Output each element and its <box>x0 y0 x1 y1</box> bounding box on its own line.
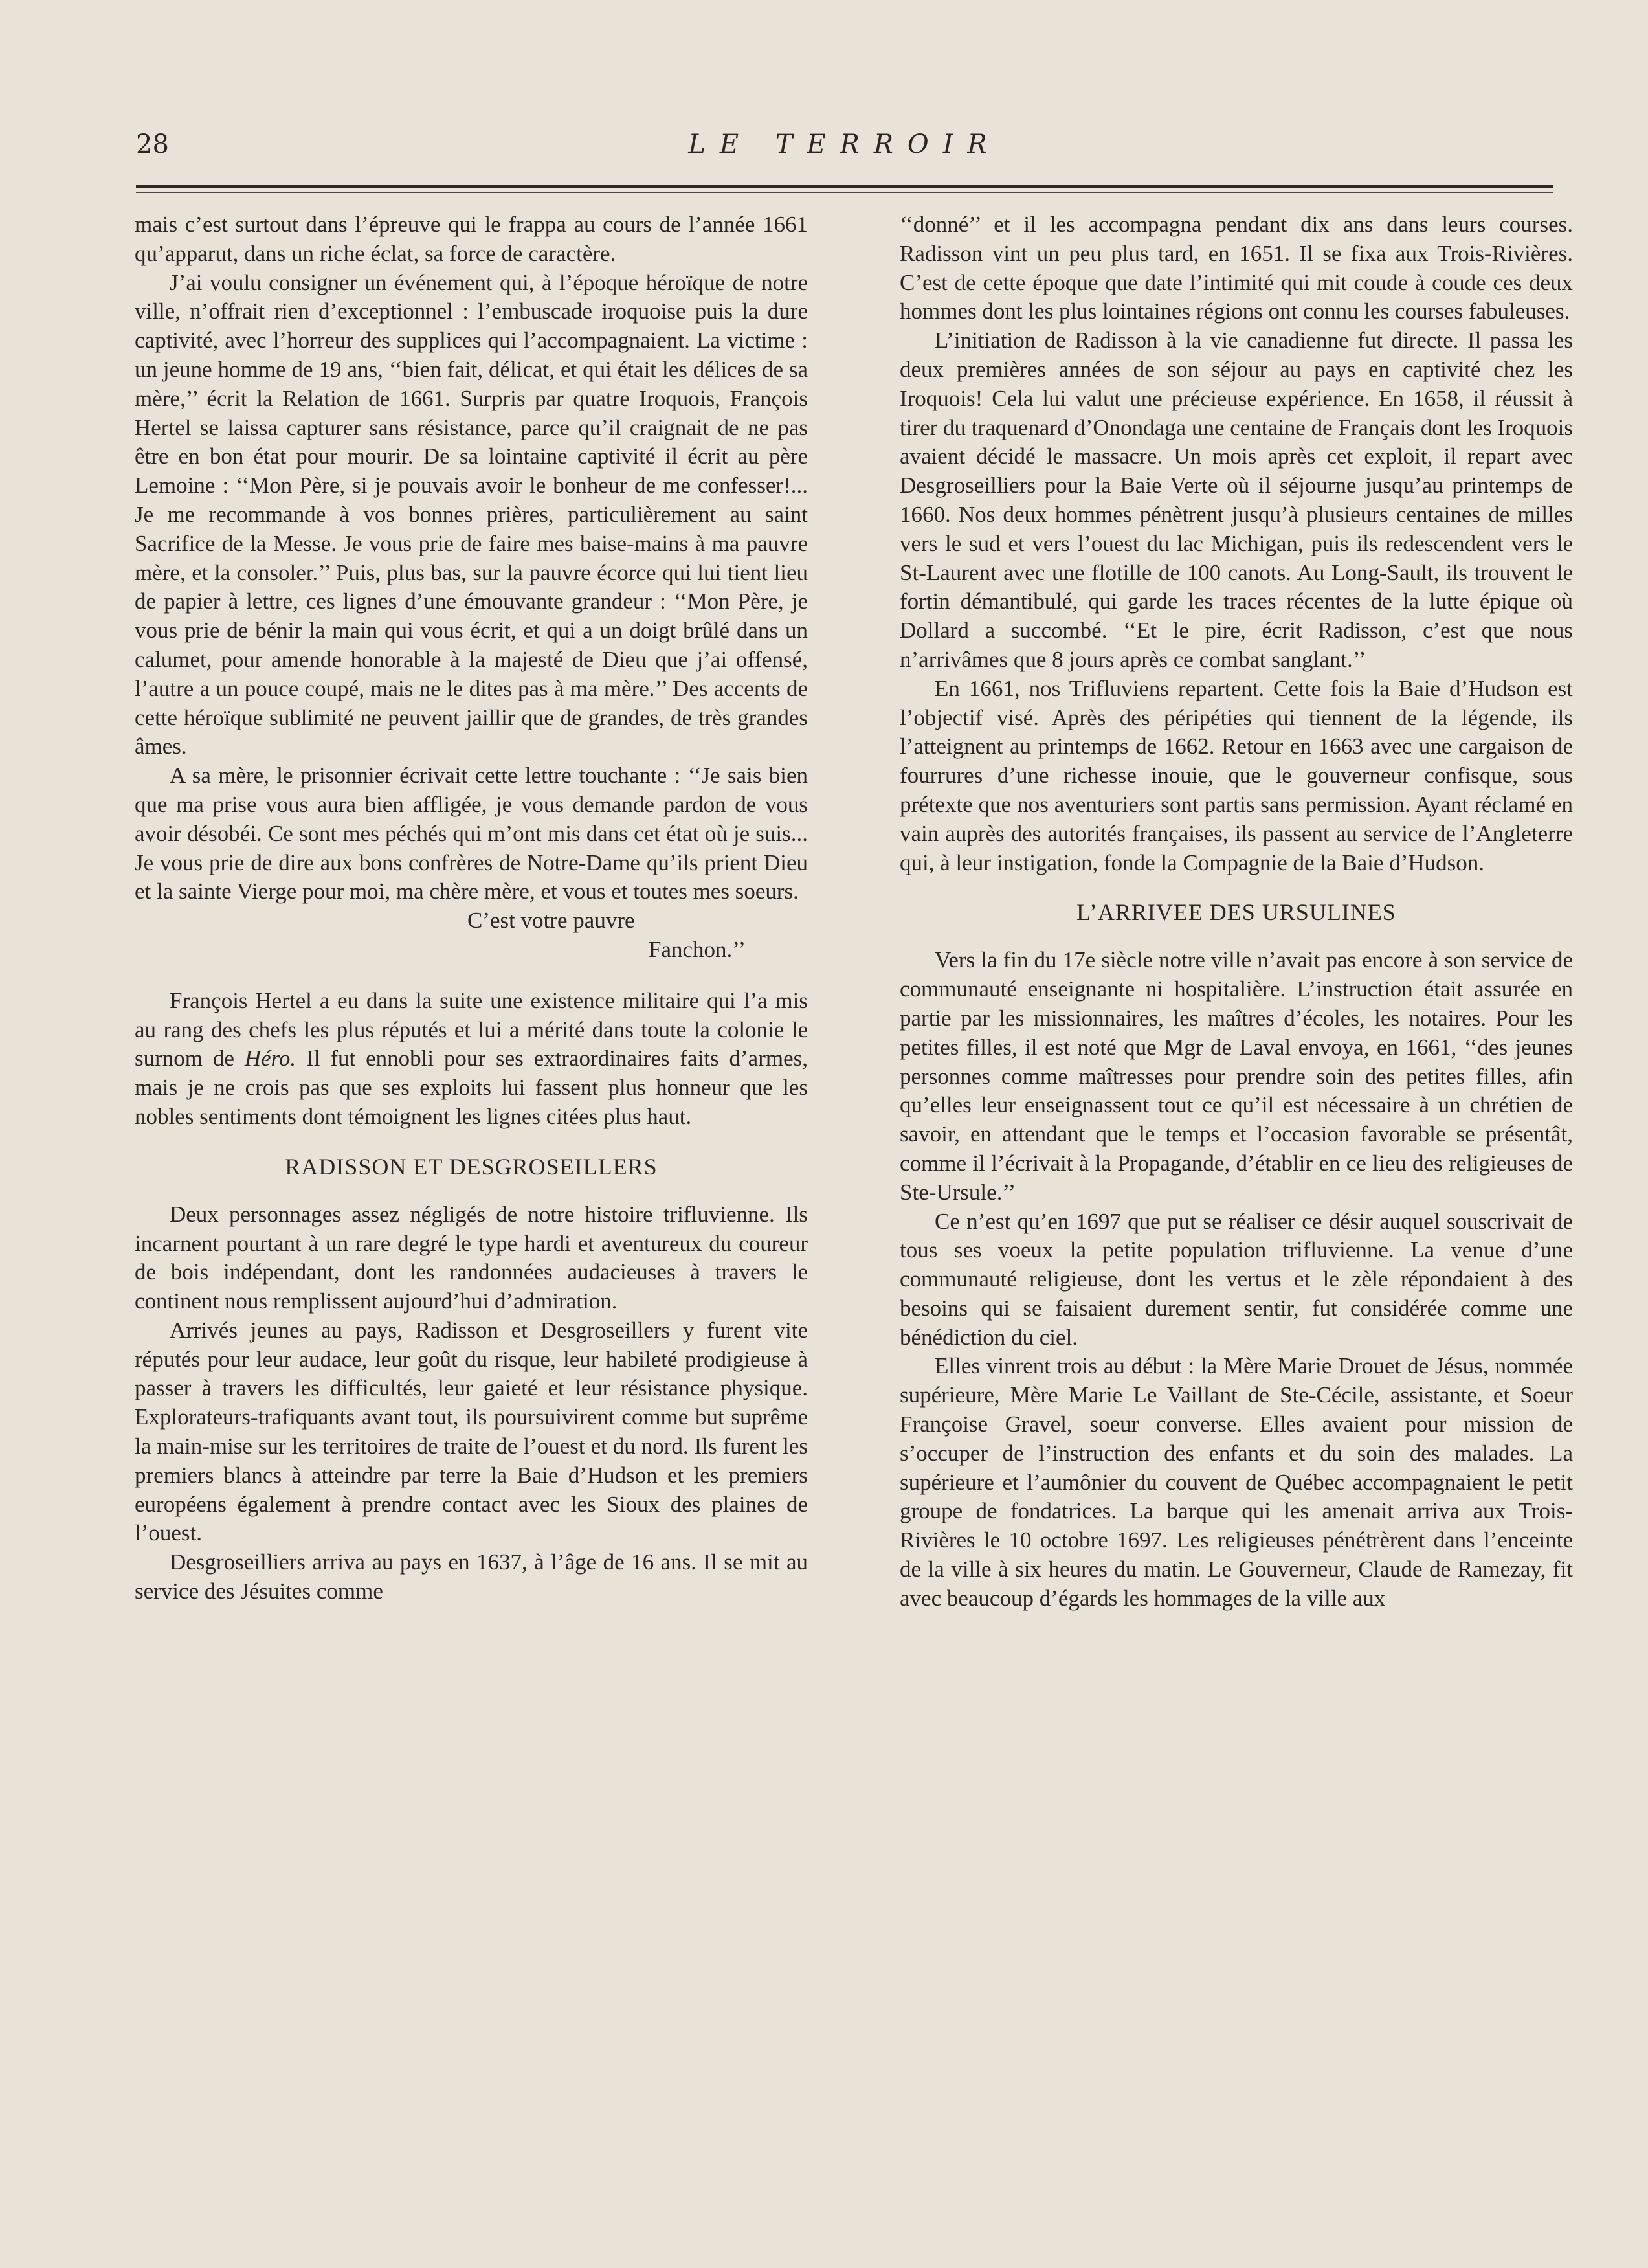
journal-title: LE TERROIR <box>688 129 1001 159</box>
paragraph: Arrivés jeunes au pays, Radisson et Desgroseillers y furent vite réputés pour leur audace, leur goût du risque, leur habileté prodigieuse à passer à travers les difficultés, leur gaieté et leur résistance physique. Explorateurs-trafiquants avant tout, ils poursuivirent comme but suprême la main-mise sur les territoires de traite de l’ouest et du nord. Ils furent les premiers blancs à atteindre par terre la Baie d’Hudson et les premiers européens également à prendre contact avec les Sioux des plaines de l’ouest. <box>135 1317 808 1546</box>
text-run: François Hertel a eu dans la suite une existence militaire qui l’a mis au rang des chefs les plus réputés et lui a mérité dans toute la colonie le surnom de <box>135 987 808 1072</box>
paragraph: mais c’est surtout dans l’épreuve qui le frappa au cours de l’année 1661 qu’apparut, dans un riche éclat, sa force de caractère. <box>135 212 808 266</box>
paragraph: Elles vinrent trois au début : la Mère Marie Drouet de Jésus, nommée supérieure, Mère Marie Le Vaillant de Ste-Cécile, assistante, et Soeur Françoise Gravel, soeur converse. Elles avaient pour mission de s’occuper de l’instruction des enfants et du soin des malades. La supérieure et l’aumônier du couvent de Québec accompagnaient le petit groupe de fondatrices. La barque qui les amenait arriva aux Trois-Rivières le 10 octobre 1697. Les religieuses pénétrèrent dans l’enceinte de la ville à six heures du matin. Le Gouverneur, Claude de Ramezay, fit avec beaucoup d’égards les hommages de la ville aux <box>900 1353 1573 1611</box>
section-heading: L’ARRIVEE DES URSULINES <box>1076 899 1396 926</box>
running-header <box>136 128 1553 167</box>
section-heading: RADISSON ET DESGROSEILLERS <box>285 1153 658 1180</box>
page-number: 28 <box>136 129 169 159</box>
header-rule-thin <box>136 192 1553 193</box>
paragraph: J’ai voulu consigner un événement qui, à l’époque héroïque de notre ville, n’offrait rien d’exceptionnel : l’embuscade iroquoise puis la dure captivité, avec l’horreur des supplices qui l’accompagnaient. La victime : un jeune homme de 19 ans, ‘‘bien fait, délicat, et qui était les délices de sa mère,’’ écrit la Relation de 1661. Surpris par quatre Iroquois, François Hertel se laissa capturer sans résistance, parce qu’il craignait de ne pas être en bon état pour mourir. De sa lointaine captivité il écrit au père Lemoine : ‘‘Mon Père, si je pouvais avoir le bonheur de me confesser!... Je me recommande à vos bonnes prières, particulièrement au saint Sacrifice de la Messe. Je vous prie de faire mes baise-mains à ma pauvre mère, et la consoler.’’ Puis, plus bas, sur la pauvre écorce qui lui tient lieu de papier à lettre, ces lignes d’une émouvante grandeur : ‘‘Mon Père, je vous prie de bénir la main qui vous écrit, et qui a un doigt brûlé dans un calumet, pour amende honorable à la majesté de Dieu que j’ai offensé, l’autre a un pouce coupé, mais ne le dites pas à ma mère.’’ Des accents de cette héroïque sublimité ne peuvent jaillir que de grandes, de très grandes âmes. <box>135 269 808 759</box>
right-column <box>900 210 1573 1613</box>
spacer <box>135 965 808 987</box>
paragraph: Vers la fin du 17e siècle notre ville n’avait pas encore à son service de communauté enseignante ni hospitalière. L’instruction était assurée en partie par les missionnaires, les maîtres d’écoles, les notaires. Pour les petites filles, il est noté que Mgr de Laval envoya, en 1661, ‘‘des jeunes personnes comme maîtresses pour prendre soin des petites filles, afin qu’elles leur enseignassent tout ce qu’il est nécessaire à un chrétien de savoir, en attendant que le temps et l’occasion favorable se présentât, comme il l’écrivait à la Propagande, d’établir en ce lieu des religieuses de Ste-Ursule.’’ <box>900 947 1573 1205</box>
paragraph: En 1661, nos Trifluviens repartent. Cette fois la Baie d’Hudson est l’objectif visé. Après des péripéties qui tiennent de la légende, ils l’atteignent au printemps de 1662. Retour en 1663 avec une cargaison de fourrures d’une richesse inouie, que le gouverneur confisque, sous prétexte que nos aventuriers sont partis sans permission. Ayant réclamé en vain auprès des autorités françaises, ils passent au service de l’Angleterre qui, à leur instigation, fonde la Compagnie de la Baie d’Hudson. <box>900 675 1573 875</box>
left-column <box>135 210 808 1606</box>
italic-term: Héro. <box>244 1046 296 1072</box>
paragraph: Deux personnages assez négligés de notre histoire trifluvienne. Ils incarnent pourtant à un rare degré le type hardi et aventureux du coureur de bois indépendant, dont les randonnées audacieuses à travers le continent nous remplissent aujourd’hui d’admiration. <box>135 1201 808 1314</box>
text-run: Il fut ennobli pour ses extraordinaires faits d’armes, mais je ne crois pas que ses exploits lui fassent plus honneur que les nobles sentiments dont témoignent les lignes citées plus haut. <box>135 1046 808 1129</box>
letter-closing: C’est votre pauvre <box>467 908 635 934</box>
paragraph: A sa mère, le prisonnier écrivait cette lettre touchante : ‘‘Je sais bien que ma prise vous aura bien affligée, je vous demande pardon de vous avoir désobéi. Ce sont mes péchés qui m’ont mis dans cet état où je suis... Je vous prie de dire aux bons confrères de Notre-Dame qu’ils prient Dieu et la sainte Vierge pour moi, ma chère mère, et vous et toutes mes soeurs. <box>135 763 808 904</box>
paragraph: L’initiation de Radisson à la vie canadienne fut directe. Il passa les deux premières années de son séjour au pays en captivité chez les Iroquois! Cela lui valut une précieuse expérience. En 1658, il réussit à tirer du traquenard d’Onondaga une centaine de Français dont les Iroquois avaient décidé le massacre. Un mois après cet exploit, il repart avec Desgroseilliers pour la Baie Verte où il séjourne jusqu’au printemps de 1660. Nos deux hommes pénètrent jusqu’à plusieurs centaines de milles vers le sud et vers l’ouest du lac Michigan, puis ils redescendent vers le St-Laurent avec une flotille de 100 canots. Au Long-Sault, ils trouvent le fortin démantibulé, qui garde les traces récentes de la lutte épique où Dollard a succombé. ‘‘Et le pire, écrit Radisson, c’est que nous n’arrivâmes que 8 jours après ce combat sanglant.’’ <box>900 328 1573 672</box>
paragraph: Ce n’est qu’en 1697 que put se réaliser ce désir auquel souscrivait de tous ses voeux la petite population trifluvienne. La venue d’une communauté religieuse, dont les vertus et le zèle répondaient à des besoins qui se faisaient durement sentir, fut considérée comme une bénédiction du ciel. <box>900 1208 1573 1350</box>
letter-signature: Fanchon.’’ <box>649 936 746 962</box>
header-rule <box>136 185 1553 188</box>
paragraph: Desgroseilliers arriva au pays en 1637, à l’âge de 16 ans. Il se mit au service des Jésuites comme <box>135 1549 808 1604</box>
paragraph <box>135 987 808 1132</box>
paragraph: ‘‘donné’’ et il les accompagna pendant dix ans dans leurs courses. Radisson vint un peu plus tard, en 1651. Il se fixa aux Trois-Rivières. C’est de cette époque que date l’intimité qui mit coude à coude ces deux hommes dont les plus lointaines régions ont connu les courses fabuleuses. <box>900 212 1573 324</box>
